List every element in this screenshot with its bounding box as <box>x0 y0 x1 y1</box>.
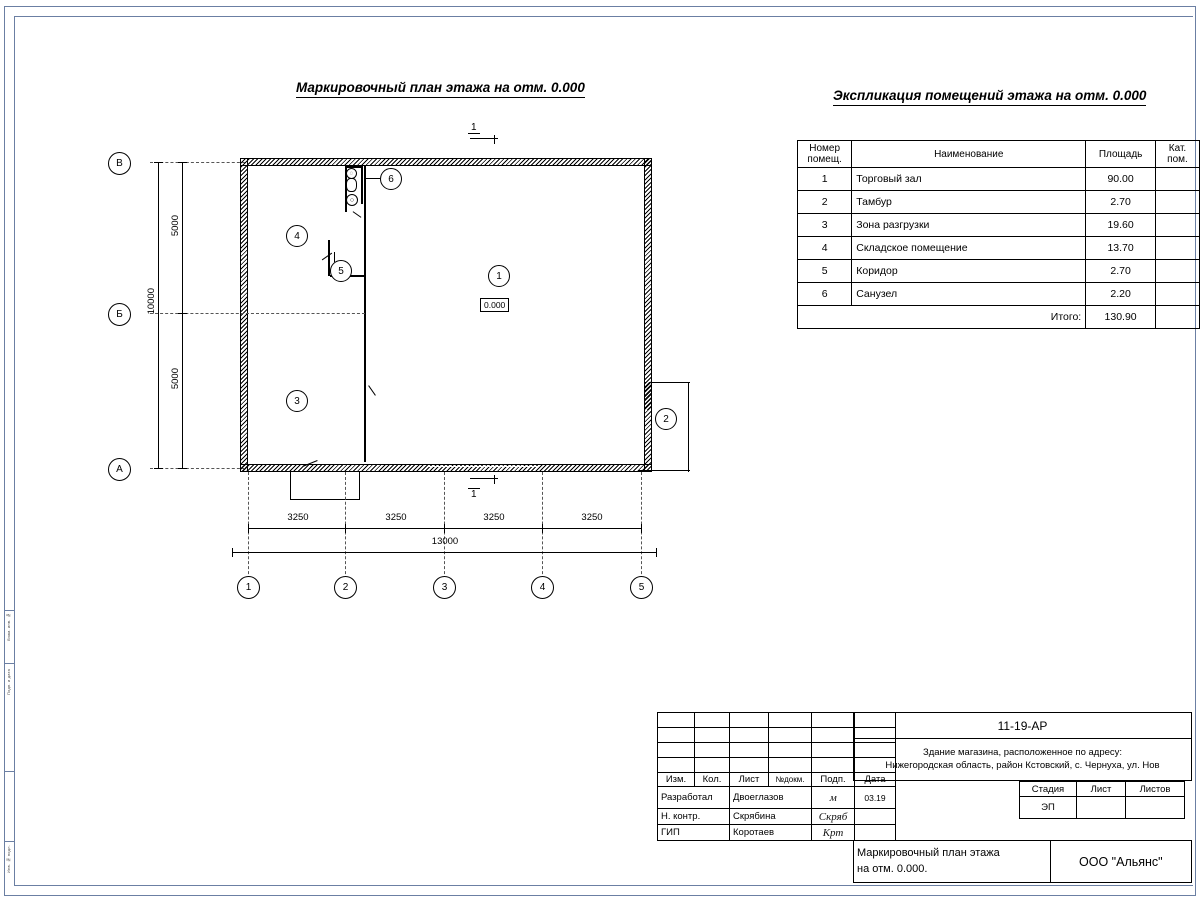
left-margin-text-2: Подп. и дата <box>6 669 11 695</box>
cell-name: Торговый зал <box>852 168 1086 191</box>
cell-area: 90.00 <box>1086 168 1156 191</box>
header-kat <box>1155 141 1199 168</box>
axis-bubble-2: 2 <box>334 576 357 599</box>
dim-tick <box>656 548 657 557</box>
stamp-object-row <box>854 739 1192 781</box>
section-mark-top-label: 1 <box>468 122 480 134</box>
total-value: 130.90 <box>1086 306 1156 329</box>
cell-kat <box>1155 191 1199 214</box>
exploded-table <box>797 140 1200 329</box>
stamp-code-row <box>854 713 1192 739</box>
sheet-title <box>854 841 1051 883</box>
dim-tick <box>345 524 346 533</box>
table-total-row <box>798 306 1200 329</box>
stage-value: ЭП <box>1020 797 1077 819</box>
wc-fixture-3: ○ <box>346 194 358 206</box>
cell-num: 2 <box>798 191 852 214</box>
porch-bottom <box>290 499 360 500</box>
room-marker-6: 6 <box>380 168 402 190</box>
stage-header-row <box>853 782 1185 797</box>
leader-6 <box>364 178 380 179</box>
table-row <box>798 214 1200 237</box>
axis-bubble-B: Б <box>108 303 131 326</box>
dim-tick <box>178 313 187 314</box>
cell-name: Складское помещение <box>852 237 1086 260</box>
cell-name: Тамбур <box>852 191 1086 214</box>
dim-bottom-4: 3250 <box>581 512 603 523</box>
stamp-role-row <box>658 825 896 841</box>
cell-area: 2.70 <box>1086 260 1156 283</box>
object-line-1: Здание магазина, расположенное по адресу: <box>922 746 1123 758</box>
role-date-1: 03.19 <box>855 787 896 809</box>
dim-tick <box>542 524 543 533</box>
dim-left-2: 5000 <box>170 368 181 390</box>
total-label: Итого: <box>798 306 1086 329</box>
role-name-1: Двоеглазов <box>730 787 812 809</box>
cell-num: 5 <box>798 260 852 283</box>
elevation-mark: 0.000 <box>480 298 509 312</box>
role-sign-1: ᴍ <box>812 787 855 809</box>
tambour-wall-seg2 <box>644 438 652 472</box>
porch-right <box>359 472 360 500</box>
cell-kat <box>1155 260 1199 283</box>
cell-num: 1 <box>798 168 852 191</box>
axis-bubble-4: 4 <box>531 576 554 599</box>
axis-bubble-5: 5 <box>630 576 653 599</box>
header-num <box>798 141 852 168</box>
tambour-right <box>688 382 689 472</box>
role-date-3 <box>855 825 896 841</box>
title-block-right <box>853 712 1192 781</box>
dim-left-1: 5000 <box>170 215 181 237</box>
partition-wc-right <box>361 166 363 204</box>
room-marker-5: 5 <box>330 260 352 282</box>
header-kat-l1: Кат. <box>1168 143 1187 154</box>
dim-tick <box>232 548 233 557</box>
wall-left <box>240 158 248 472</box>
cell-kat <box>1155 168 1199 191</box>
dim-left-total: 10000 <box>146 288 157 315</box>
cell-kat <box>1155 237 1199 260</box>
sheets-header: Листов <box>1126 782 1185 797</box>
role-label-2: Н. контр. <box>658 809 730 825</box>
dim-tick <box>178 468 187 469</box>
table-row <box>798 168 1200 191</box>
cell-kat <box>1155 283 1199 306</box>
role-name-3: Коротаев <box>730 825 812 841</box>
role-sign-2: Скряб <box>812 809 855 825</box>
header-num-l2: помещ. <box>807 154 842 165</box>
organization-name: ООО "Альянс" <box>1050 841 1191 883</box>
header-area: Площадь <box>1086 141 1156 168</box>
axis-bubble-3: 3 <box>433 576 456 599</box>
left-margin-text-1: Взам. инв. № <box>6 613 11 641</box>
sheet-title-line-2: на отм. 0.000. <box>857 862 928 875</box>
cell-name: Санузел <box>852 283 1086 306</box>
cell-area: 2.20 <box>1086 283 1156 306</box>
dim-tick <box>154 468 163 469</box>
sheet-title-line-1: Маркировочный план этажа <box>857 846 1000 859</box>
title-block-bottom <box>853 840 1192 883</box>
table-row <box>798 260 1200 283</box>
dim-tick <box>248 524 249 533</box>
object-line-2: Нижегородская область, район Кстовский, с. Чернуха, ул. Нов <box>885 759 1160 771</box>
floor-plan <box>90 120 710 610</box>
room-marker-3: 3 <box>286 390 308 412</box>
dim-bottom-2: 3250 <box>385 512 407 523</box>
sheet-value <box>1077 797 1126 819</box>
dim-tick <box>641 524 642 533</box>
col-ndok: №докм. <box>769 773 812 787</box>
title-block <box>657 712 1192 884</box>
table-header-row <box>798 141 1200 168</box>
object-description <box>854 739 1192 781</box>
axis-bubble-1: 1 <box>237 576 260 599</box>
leader-5 <box>334 252 335 262</box>
col-podp: Подп. <box>812 773 855 787</box>
left-margin-text-3: Инв. № подл. <box>6 845 11 874</box>
section-arrow-top-tip <box>494 135 495 144</box>
dim-bottom-1: 3250 <box>287 512 309 523</box>
partition-main-vertical <box>364 166 366 462</box>
table-row <box>798 283 1200 306</box>
dim-chain-left-inner <box>182 162 183 468</box>
wall-right <box>644 158 652 472</box>
dim-tick <box>178 162 187 163</box>
cell-name: Коридор <box>852 260 1086 283</box>
tambour-top <box>652 382 690 383</box>
cell-area: 13.70 <box>1086 237 1156 260</box>
header-name: Наименование <box>852 141 1086 168</box>
cell-area: 19.60 <box>1086 214 1156 237</box>
plan-title: Маркировочный план этажа на отм. 0.000 <box>296 80 585 98</box>
axis-line-V <box>150 162 245 163</box>
wc-fixture-2 <box>346 178 357 192</box>
dim-chain-left-outer <box>158 162 159 468</box>
cell-area: 2.70 <box>1086 191 1156 214</box>
col-izm: Изм. <box>658 773 695 787</box>
col-kol: Кол. <box>695 773 730 787</box>
role-name-2: Скрябина <box>730 809 812 825</box>
dim-bottom-total: 13000 <box>431 536 459 547</box>
section-mark-bottom-label: 1 <box>468 488 480 500</box>
role-label-1: Разработал <box>658 787 730 809</box>
sheets-value <box>1126 797 1185 819</box>
cell-num: 3 <box>798 214 852 237</box>
document-code: 11-19-АР <box>854 713 1192 739</box>
door-corridor <box>322 253 332 261</box>
col-list: Лист <box>730 773 769 787</box>
exploded-title: Экспликация помещений этажа на отм. 0.000 <box>833 88 1146 106</box>
room-marker-4: 4 <box>286 225 308 247</box>
role-label-3: ГИП <box>658 825 730 841</box>
dim-chain-bottom-outer <box>232 552 657 553</box>
stamp-sheet-title-row <box>854 841 1192 883</box>
table-row <box>798 237 1200 260</box>
cell-kat <box>1155 214 1199 237</box>
axis-bubble-A: А <box>108 458 131 481</box>
left-margin-strip <box>4 610 14 895</box>
wc-fixture-1: ◌ <box>346 168 357 179</box>
header-kat-l2: пом. <box>1167 154 1188 165</box>
table-row <box>798 191 1200 214</box>
header-num-l1: Номер <box>809 143 840 154</box>
cell-num: 4 <box>798 237 852 260</box>
wall-top <box>240 158 652 166</box>
window-band <box>428 466 538 467</box>
cell-name: Зона разгрузки <box>852 214 1086 237</box>
col-data: Дата <box>855 773 896 787</box>
total-kat <box>1155 306 1199 329</box>
cell-num: 6 <box>798 283 852 306</box>
section-arrow-bottom-tip <box>494 475 495 484</box>
door-store <box>368 385 376 395</box>
dim-tick <box>154 162 163 163</box>
room-marker-2: 2 <box>655 408 677 430</box>
dim-bottom-3: 3250 <box>483 512 505 523</box>
door-wc <box>353 211 362 218</box>
room-marker-1: 1 <box>488 265 510 287</box>
title-block-sheet-info <box>853 781 1185 819</box>
porch-left <box>290 472 291 500</box>
dim-tick <box>444 524 445 533</box>
tambour-wall-seg <box>644 382 652 410</box>
role-sign-3: Крт <box>812 825 855 841</box>
axis-line-A <box>150 468 245 469</box>
stage-header: Стадия <box>1020 782 1077 797</box>
sheet-header: Лист <box>1077 782 1126 797</box>
axis-bubble-V: В <box>108 152 131 175</box>
